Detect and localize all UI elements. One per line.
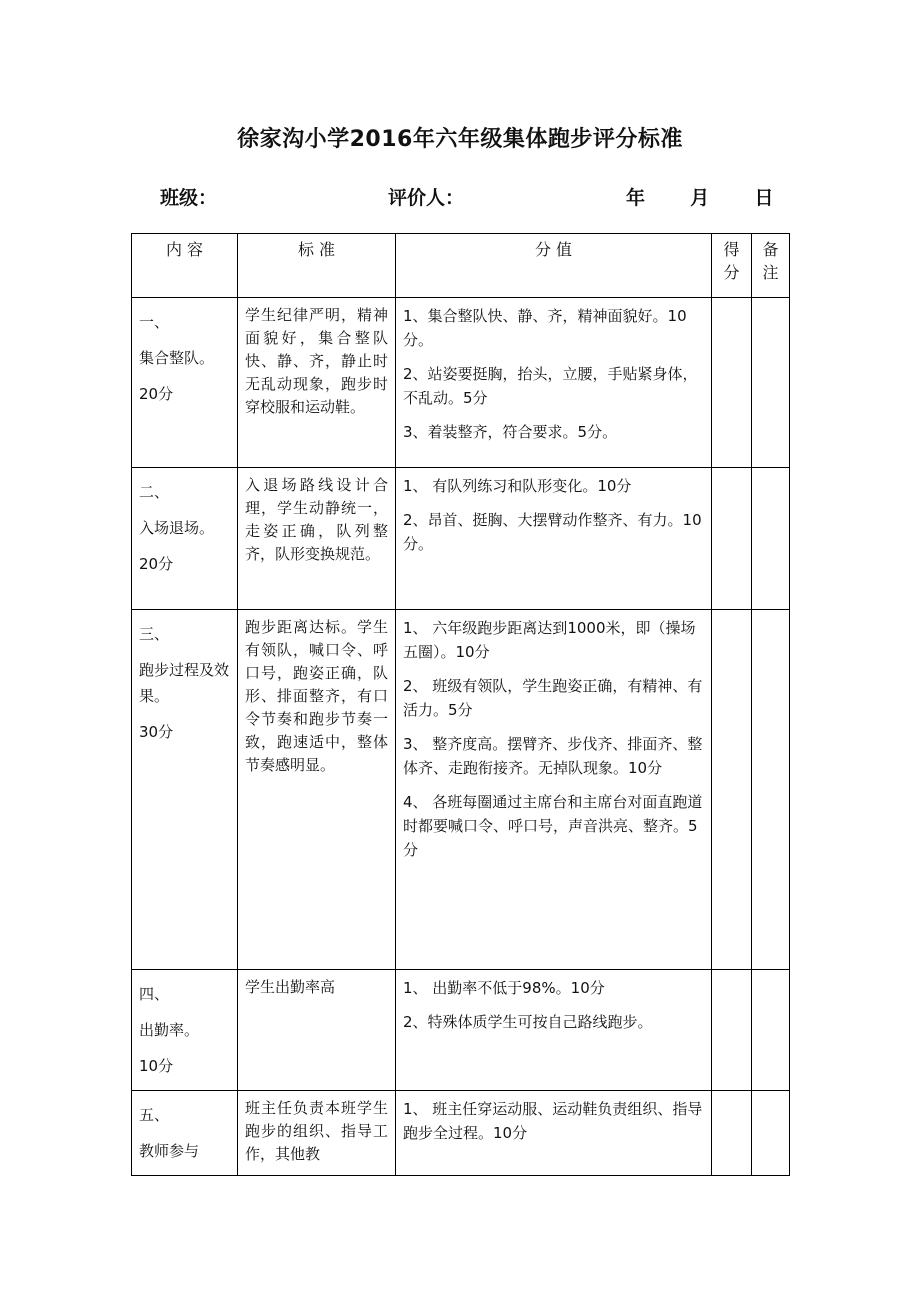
- item-points: 10分: [139, 1057, 174, 1075]
- item-number: 三、: [139, 625, 170, 643]
- header-value: 分 值: [396, 234, 712, 298]
- value-cell: [396, 610, 712, 970]
- table-row: [132, 1091, 790, 1176]
- table-row: [132, 970, 790, 1091]
- score-cell[interactable]: [712, 970, 752, 1091]
- score-cell[interactable]: [712, 1091, 752, 1176]
- remark-cell[interactable]: [752, 610, 790, 970]
- table-row: [132, 298, 790, 468]
- value-line: 1、 六年级跑步距离达到1000米，即（操场五圈）。10分: [403, 619, 696, 661]
- value-cell: [396, 1091, 712, 1176]
- standard-cell: 跑步距离达标。学生有领队，喊口令、呼口号，跑姿正确，队形、排面整齐，有口令节奏和跑步节奏一致，跑速适中，整体节奏感明显。: [238, 610, 396, 970]
- document-title: 徐家沟小学2016年六年级集体跑步评分标准: [237, 127, 683, 152]
- value-cell: [396, 468, 712, 610]
- item-name: 入场退场。: [139, 519, 215, 537]
- item-name: 集合整队。: [139, 349, 215, 367]
- value-line: 2、昂首、挺胸、大摆臂动作整齐、有力。10分。: [403, 511, 702, 553]
- header-content: 内 容: [132, 234, 238, 298]
- value-cell: [396, 970, 712, 1091]
- item-points: 20分: [139, 555, 174, 573]
- item-cell: [132, 298, 238, 468]
- value-line: 1、集合整队快、静、齐，精神面貌好。10分。: [403, 307, 687, 349]
- evaluator-label: 评价人：: [388, 187, 465, 209]
- standard-cell: 学生出勤率高: [238, 970, 396, 1091]
- score-cell[interactable]: [712, 468, 752, 610]
- item-number: 五、: [139, 1106, 170, 1124]
- item-points: 20分: [139, 385, 174, 403]
- score-cell[interactable]: [712, 298, 752, 468]
- year-label: 年: [626, 187, 646, 209]
- item-name: 跑步过程及效果。: [139, 661, 230, 705]
- standard-cell: 入退场路线设计合理，学生动静统一，走姿正确，队列整齐，队形变换规范。: [238, 468, 396, 610]
- remark-cell[interactable]: [752, 468, 790, 610]
- header-standard: 标 准: [238, 234, 396, 298]
- item-number: 二、: [139, 483, 170, 501]
- item-cell: [132, 970, 238, 1091]
- header-score: 得分: [712, 234, 752, 298]
- value-line: 2、站姿要挺胸，抬头，立腰，手贴紧身体，不乱动。5分: [403, 365, 698, 407]
- remark-cell[interactable]: [752, 1091, 790, 1176]
- remark-cell[interactable]: [752, 298, 790, 468]
- item-number: 四、: [139, 985, 170, 1003]
- standard-cell: 学生纪律严明，精神面貌好，集合整队快、静、齐，静止时无乱动现象，跑步时穿校服和运动鞋。: [238, 298, 396, 468]
- item-cell: [132, 468, 238, 610]
- table-row: [132, 468, 790, 610]
- value-line: 3、着装整齐，符合要求。5分。: [403, 423, 618, 441]
- item-name: 教师参与: [139, 1142, 200, 1160]
- remark-cell[interactable]: [752, 970, 790, 1091]
- value-line: 4、 各班每圈通过主席台和主席台对面直跑道时都要喊口令、呼口号，声音洪亮、整齐。5分: [403, 793, 703, 859]
- item-points: 30分: [139, 723, 174, 741]
- item-cell: [132, 610, 238, 970]
- scoring-table: [131, 233, 790, 1176]
- date-fields: [626, 183, 774, 210]
- item-name: 出勤率。: [139, 1021, 200, 1039]
- value-line: 2、 班级有领队，学生跑姿正确，有精神、有活力。5分: [403, 677, 703, 719]
- value-cell: [396, 298, 712, 468]
- value-line: 1、 出勤率不低于98%。10分: [403, 979, 605, 997]
- value-line: 1、 有队列练习和队形变化。10分: [403, 477, 632, 495]
- value-line: 1、 班主任穿运动服、运动鞋负责组织、指导跑步全过程。10分: [403, 1100, 703, 1142]
- table-row: [132, 610, 790, 970]
- item-number: 一、: [139, 313, 170, 331]
- value-line: 3、 整齐度高。摆臂齐、步伐齐、排面齐、整体齐、走跑衔接齐。无掉队现象。10分: [403, 735, 703, 777]
- score-cell[interactable]: [712, 610, 752, 970]
- month-label: 月: [690, 187, 710, 209]
- value-line: 2、特殊体质学生可按自己路线跑步。: [403, 1013, 653, 1031]
- standard-cell: 班主任负责本班学生跑步的组织、指导工作，其他教: [238, 1091, 396, 1176]
- item-cell: [132, 1091, 238, 1176]
- header-remark: 备注: [752, 234, 790, 298]
- class-label: 班级：: [160, 187, 218, 209]
- day-label: 日: [754, 187, 774, 209]
